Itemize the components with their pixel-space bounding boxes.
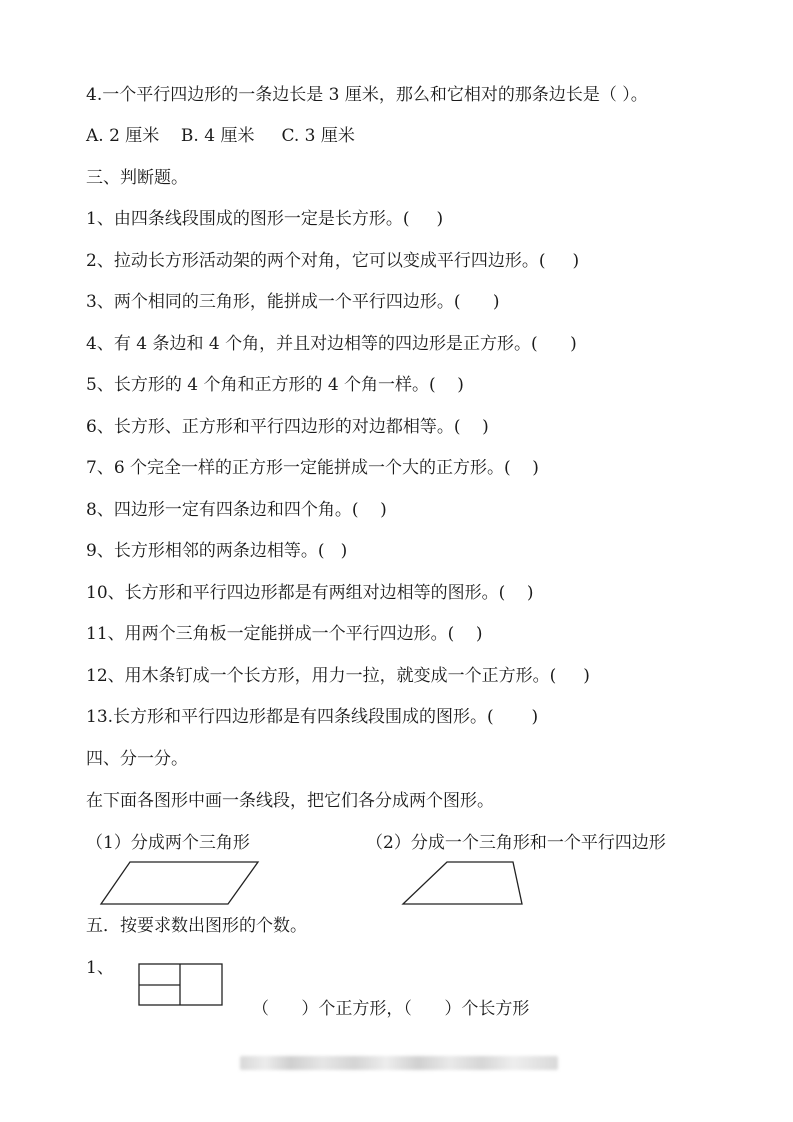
blurred-footer	[240, 1056, 558, 1070]
trapezoid-figure	[402, 860, 524, 906]
question-4-text: 4.一个平行四边形的一条边长是 3 厘米，那么和它相对的那条边长是（ ）。	[86, 85, 648, 105]
judgment-item: 2、拉动长方形活动架的两个对角，它可以变成平行四边形。( )	[86, 251, 580, 271]
grid-figure	[138, 963, 224, 1007]
judgment-item: 11、用两个三角板一定能拼成一个平行四边形。( )	[86, 624, 483, 644]
judgment-item: 12、用木条钉成一个长方形，用力一拉，就变成一个正方形。( )	[86, 666, 590, 686]
judgment-item: 5、长方形的 4 个角和正方形的 4 个角一样。( )	[86, 375, 464, 395]
judgment-item: 10、长方形和平行四边形都是有两组对边相等的图形。( )	[86, 583, 534, 603]
section-4-title: 四、分一分。	[86, 749, 188, 769]
parallelogram-figure	[100, 860, 260, 906]
parallelogram-shape	[101, 862, 258, 904]
count-answer-text: （ ）个正方形，（ ）个长方形	[252, 999, 530, 1019]
section-5-title: 五．按要求数出图形的个数。	[86, 916, 307, 936]
judgment-item: 6、长方形、正方形和平行四边形的对边都相等。( )	[86, 417, 489, 437]
section-3-title: 三、判断题。	[86, 168, 188, 188]
count-item-label: 1、	[86, 958, 114, 978]
judgment-item: 9、长方形相邻的两条边相等。( )	[86, 541, 348, 561]
section-4-instruction: 在下面各图形中画一条线段，把它们各分成两个图形。	[86, 791, 494, 811]
judgment-item: 8、四边形一定有四条边和四个角。( )	[86, 500, 387, 520]
trapezoid-shape	[403, 862, 522, 904]
judgment-item: 13.长方形和平行四边形都是有四条线段围成的图形。( )	[86, 707, 539, 727]
judgment-item: 3、两个相同的三角形，能拼成一个平行四边形。( )	[86, 292, 500, 312]
sub-question-1: （1）分成两个三角形	[86, 833, 250, 853]
sub-question-2: （2）分成一个三角形和一个平行四边形	[366, 833, 666, 853]
question-4-options: A. 2 厘米 B. 4 厘米 C. 3 厘米	[86, 126, 355, 146]
judgment-item: 4、有 4 条边和 4 个角，并且对边相等的四边形是正方形。( )	[86, 334, 577, 354]
judgment-item: 1、由四条线段围成的图形一定是长方形。( )	[86, 209, 444, 229]
judgment-item: 7、6 个完全一样的正方形一定能拼成一个大的正方形。( )	[86, 458, 539, 478]
